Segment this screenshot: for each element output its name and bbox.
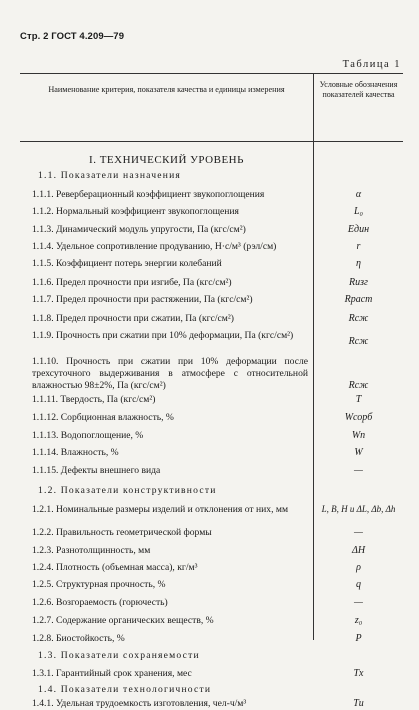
table-row [20,504,403,528]
table-row [20,356,403,392]
indicator-name: 1.1.9. Прочность при сжатии при 10% деформации, Па (кгс/см²) [32,330,294,341]
indicator-symbol: — [354,597,363,608]
indicator-name: 1.1.1. Реверберационный коэффициент звукопоглощения [32,189,265,200]
indicator-name: 1.1.10. Прочность при сжатии при 10% деформации после трехсуточного выдерживания в атмосфере с относительной влажностью 98±2%, Па (кгс/см²) [32,356,308,391]
column-header-name: Наименование критерия, показателя качества и единицы измерения [48,85,285,94]
group-heading-text: 1.1. Показатели назначения [38,170,182,181]
page-header: Стр. 2 ГОСТ 4.209—79 [20,31,125,42]
group-heading-text: 1.4. Показатели технологичности [38,684,212,695]
table-label: Таблица 1 [342,59,401,70]
table-row [20,330,403,354]
indicator-name: 1.1.13. Водопоглощение, % [32,430,144,441]
group-heading-text: 1.3. Показатели сохраняемости [38,650,200,661]
indicator-symbol: Eдин [347,224,370,235]
indicator-name: 1.2.1. Номинальные размеры изделий и отклонения от них, мм [32,504,289,515]
indicator-symbol: α [355,189,362,200]
indicator-name: 1.1.11. Твердость, Па (кгс/см²) [32,394,156,405]
indicator-symbol: Rизг [349,277,368,288]
indicator-name: 1.2.2. Правильность геометрической формы [32,527,212,538]
indicator-symbol: r [356,241,361,252]
indicator-name: 1.1.3. Динамический модуль упругости, Па (кгс/см²) [32,224,246,235]
indicator-name: 1.1.15. Дефекты внешнего вида [32,465,161,476]
indicator-symbol: T [355,394,362,405]
indicator-symbol: L, B, H и ΔL, Δb, Δh [321,504,396,514]
indicator-name: 1.2.5. Структурная прочность, % [32,579,166,590]
quality-indicators-table [20,73,403,709]
indicator-name: 1.1.6. Предел прочности при изгибе, Па (кгс/см²) [32,277,232,288]
indicator-symbol: q [356,579,361,590]
indicator-symbol: Rраст [344,294,373,305]
indicator-symbol: z₀ [354,615,363,626]
indicator-name: 1.3.1. Гарантийный срок хранения, мес [32,668,192,679]
indicator-symbol: Rсж [348,336,369,347]
indicator-symbol: Rсж [348,380,369,391]
indicator-name: 1.2.6. Возгораемость (горючесть) [32,597,168,608]
indicator-name: 1.2.7. Содержание органических веществ, % [32,615,214,626]
indicator-symbol: P [355,633,362,644]
indicator-symbol: — [354,527,363,538]
indicator-name: 1.4.1. Удельная трудоемкость изготовления, чел-ч/м³ [32,698,247,709]
indicator-symbol: — [354,465,363,476]
column-header-symbol: Условные обозначения показателей качества [319,80,398,99]
indicator-name: 1.1.7. Предел прочности при растяжении, Па (кгс/см²) [32,294,253,305]
indicator-symbol: L₀ [353,206,364,217]
section-title: I. ТЕХНИЧЕСКИЙ УРОВЕНЬ [89,154,244,166]
indicator-symbol: ΔH [351,545,366,556]
indicator-name: 1.1.8. Предел прочности при сжатии, Па (кгс/см²) [32,313,234,324]
indicator-name: 1.1.12. Сорбционная влажность, % [32,412,174,423]
indicator-name: 1.2.4. Плотность (объемная масса), кг/м³ [32,562,198,573]
indicator-symbol: η [356,258,361,269]
indicator-symbol: Wсорб [344,412,373,423]
indicator-name: 1.1.14. Влажность, % [32,447,119,458]
indicator-symbol: Tх [353,668,364,679]
indicator-symbol: Wп [351,430,366,441]
indicator-name: 1.1.4. Удельное сопротивление продуванию, Н·с/м³ (рэл/см) [32,241,277,252]
indicator-name: 1.1.2. Нормальный коэффициент звукопоглощения [32,206,239,217]
indicator-symbol: Rсж [348,313,369,324]
header-divider [20,141,403,142]
indicator-symbol: Tи [353,698,364,709]
indicator-name: 1.1.5. Коэффициент потерь энергии колебаний [32,258,222,269]
indicator-symbol: ρ [356,562,361,573]
group-heading-text: 1.2. Показатели конструктивности [38,485,217,496]
indicator-name: 1.2.8. Биостойкость, % [32,633,125,644]
indicator-symbol: W [354,447,363,458]
indicator-name: 1.2.3. Разнотолщинность, мм [32,545,151,556]
